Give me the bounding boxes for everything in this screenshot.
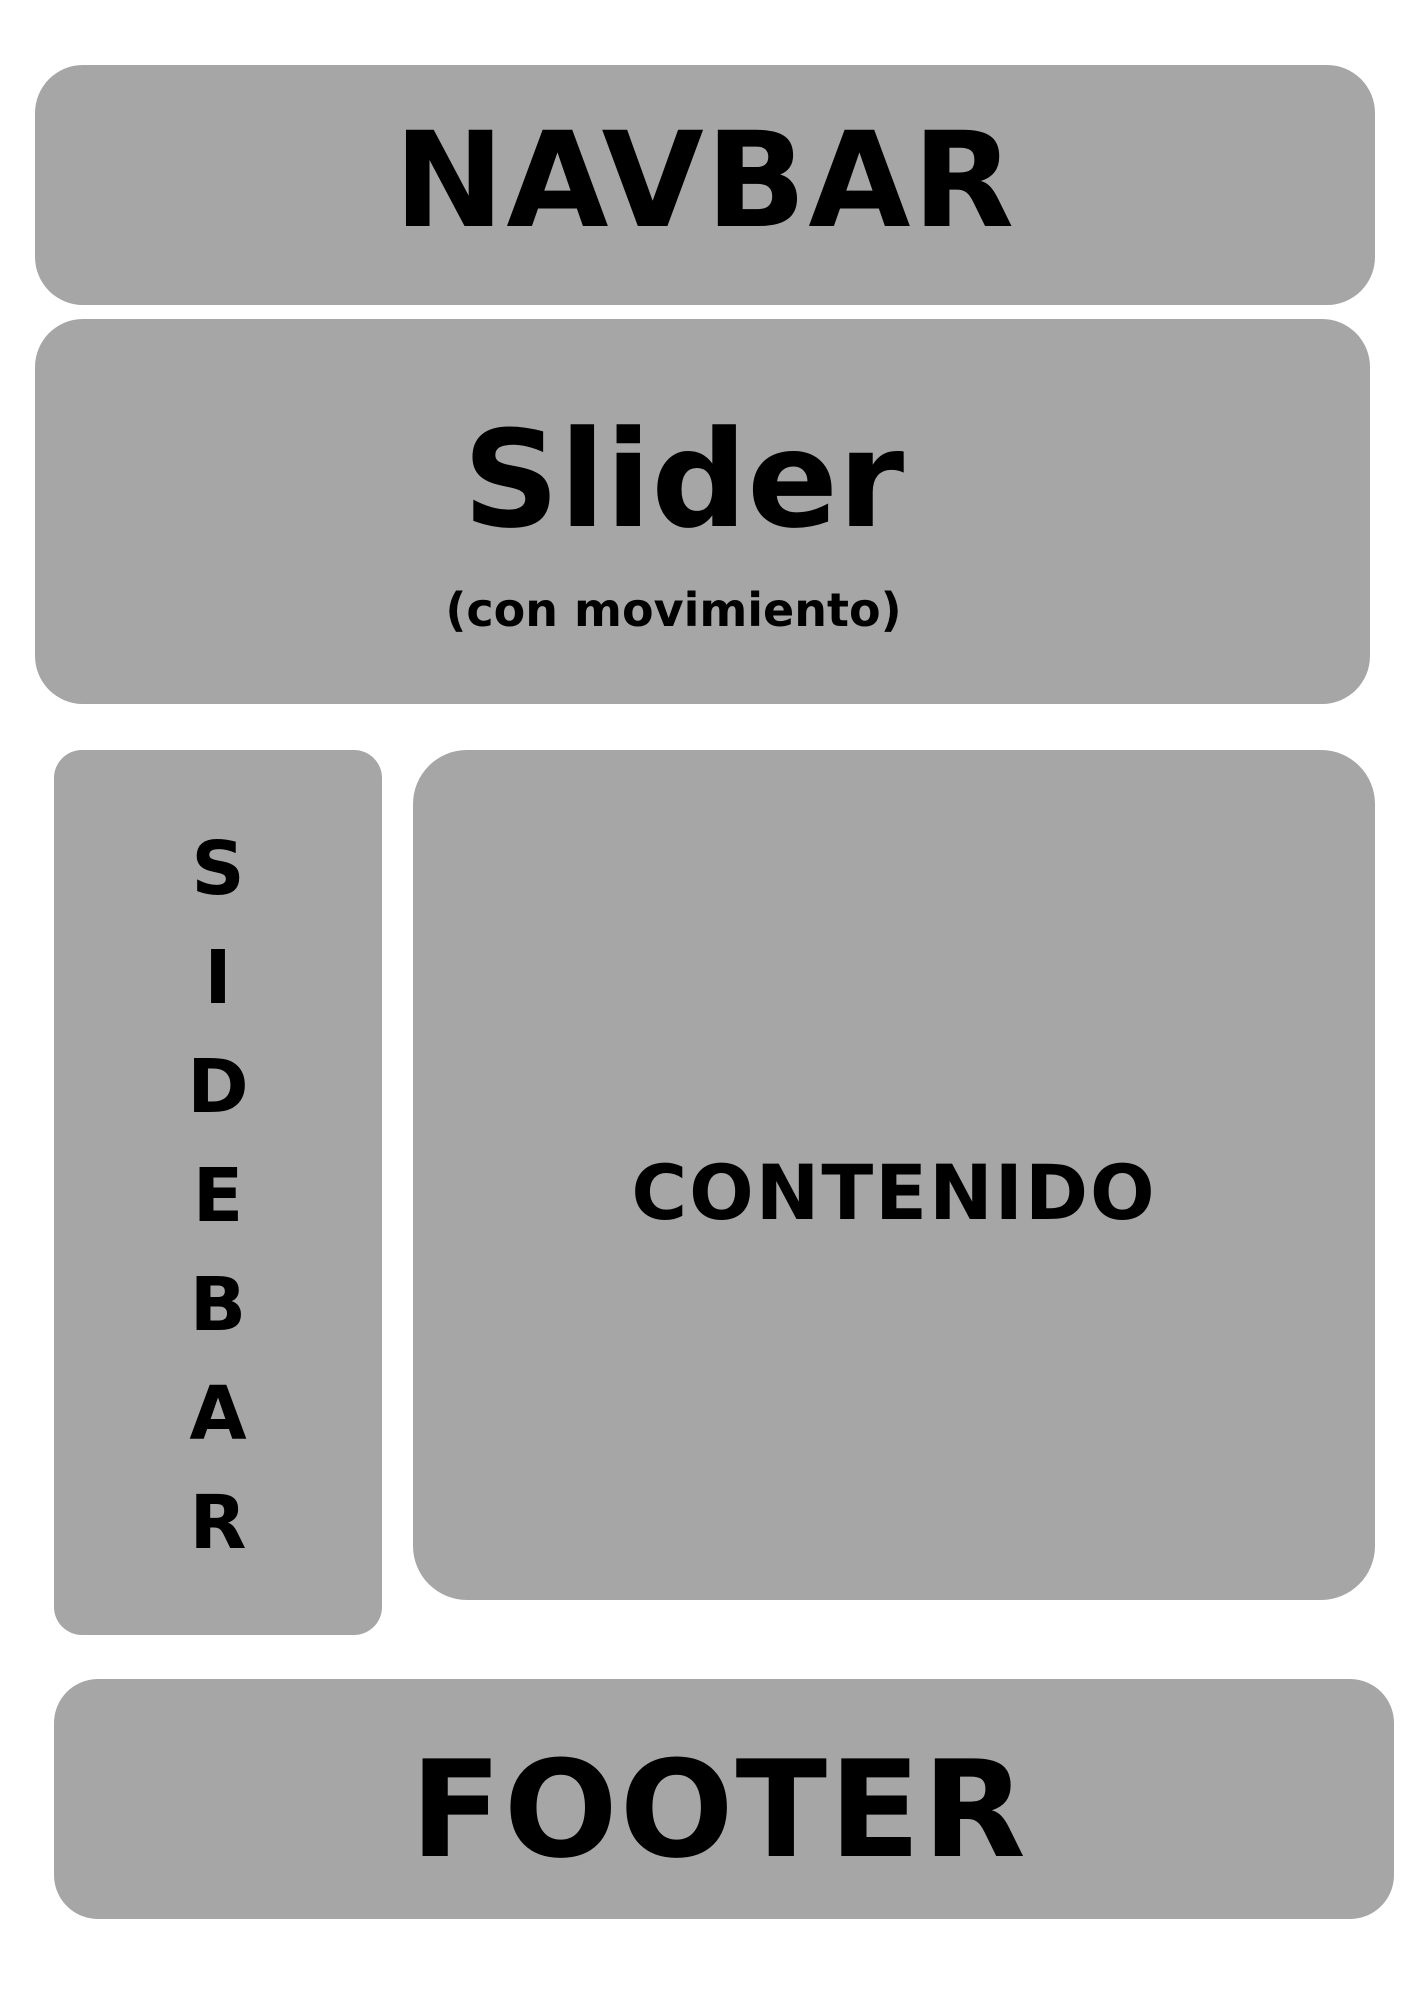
sidebar-letter: I xyxy=(204,935,232,1021)
sidebar-block xyxy=(54,750,382,1635)
slider-title: Slider xyxy=(462,402,905,558)
sidebar-letter: S xyxy=(191,826,245,912)
navbar-label: NAVBAR xyxy=(393,104,1017,258)
sidebar-letter: E xyxy=(192,1153,244,1239)
sidebar-letter: R xyxy=(189,1480,247,1566)
content-label: CONTENIDO xyxy=(631,1148,1157,1237)
sidebar-letter: A xyxy=(189,1371,247,1457)
sidebar-letter: D xyxy=(187,1044,249,1130)
sidebar-vertical-label xyxy=(54,826,382,1595)
sidebar-letter: B xyxy=(189,1262,247,1348)
slider-subtitle: (con movimiento) xyxy=(445,583,902,637)
footer-label: FOOTER xyxy=(410,1732,1028,1888)
footer-block xyxy=(54,1679,1394,1919)
content-block xyxy=(413,750,1375,1600)
navbar-block xyxy=(35,65,1375,305)
slider-block xyxy=(35,319,1370,704)
